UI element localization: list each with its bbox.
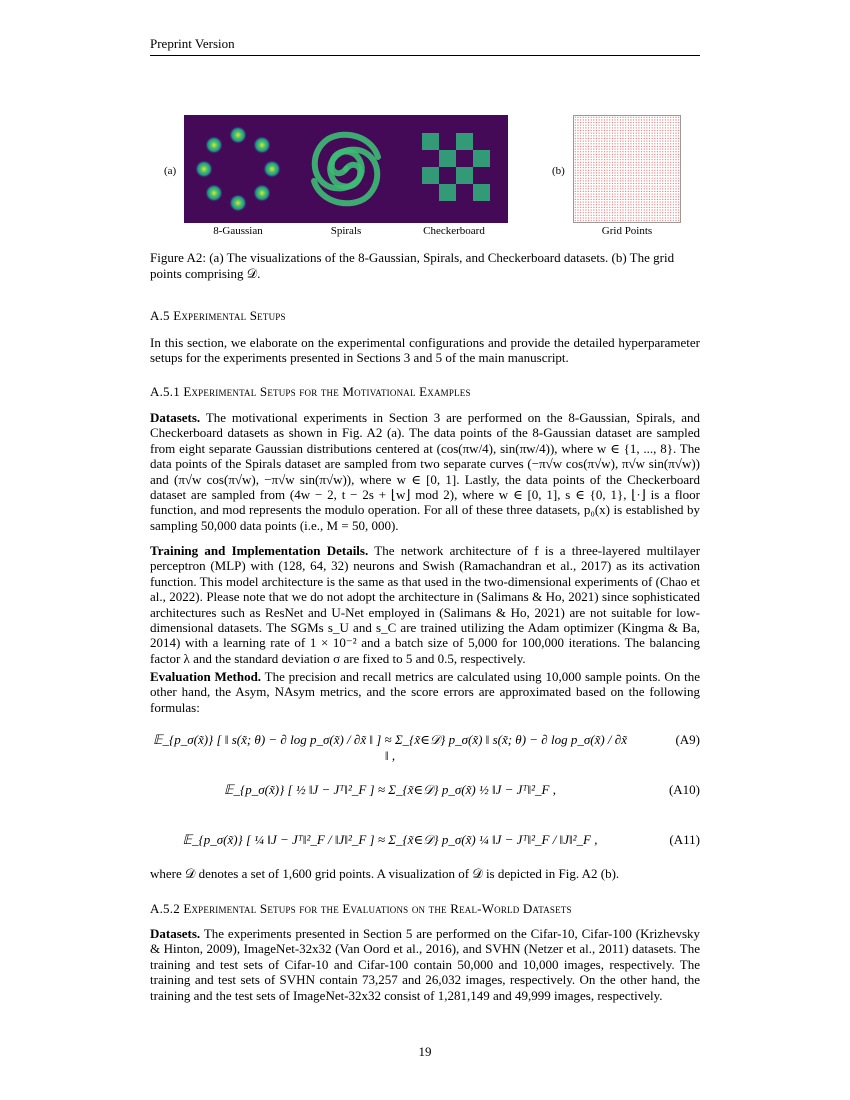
equation-a10-number: (A10) — [668, 782, 700, 797]
figure-a2 — [150, 113, 700, 241]
label-grid-points: Grid Points — [601, 225, 653, 237]
section-a51-title: A.5.1 Experimental Setups for the Motivational Examples — [150, 384, 471, 399]
equation-a9-body: 𝔼_{p_σ(x̃)} [ ‖ s(x̃; θ) − ∂ log p_σ(x̃) / ∂x̃ ‖ ] ≈ Σ_{x̃∈𝒟} p_σ(x̃) ‖ s(x̃; θ) − ∂ log p_σ(x̃) / ∂x̃ ‖ , — [153, 732, 627, 763]
training-text: The network architecture of f is a three-layered multilayer perceptron (MLP) with (128, 64, 32) neurons and Swish (Ramachandran et al., 2017) as its activation function. This model architecture is the same as that used in the two-dimensional experiments of (Chao et al., 2022). Please note that we do not adopt the architecture in (Salimans & Ho, 2021) since sophisticated architectures such as ResNet and U-Net employed in (Salimans & Ho, 2021) are not suitable for low-dimensional datasets. The SGMs s_U and s_C are trained utilizing the Adam optimizer (Kingma & Ba, 2014) with a learning rate of 1 × 10⁻² and a batch size of 5,000 for 100,000 iterations. The balancing factor λ and the standard deviation σ are fixed to 5 and 0.5, respectively. — [150, 543, 701, 666]
running-header — [150, 35, 700, 56]
eight-gaussian-plot — [184, 115, 292, 223]
panel-label-a: (a) — [164, 165, 177, 177]
training-heading: Training and Implementation Details. — [150, 543, 369, 558]
datasets-text: The motivational experiments in Section 3 are performed on the 8-Gaussian, Spirals, and Checkerboard datasets as shown in Fig. A2 (a). The data points of the 8-Gaussian dataset are sampled from eight separate Gaussian distributions centered at (cos(πw/4), sin(πw/4)), where w ∈ {1, ..., 8}. The data points of the Spirals dataset are sampled from two separate curves (−π√w cos(π√w), π√w sin(π√w)) and (π√w cos(π√w), −π√w sin(π√w)), where w ∈ [0, 1]. Lastly, the data points of the Checkerboard dataset are sampled from (4w − 2, t − 2s + ⌊w⌋ mod 2), where w ∈ [0, 1], s ∈ {0, 1}, ⌊·⌋ is a floor function, and mod represents the modulo operation. For all of these three datasets, p₀(x) is established by sampling 50,000 data points (i.e., M = 50, 000). — [150, 410, 701, 533]
equation-a10 — [150, 772, 700, 812]
training-paragraph — [150, 543, 700, 666]
checkerboard-plot — [400, 115, 508, 223]
equation-a11-body: 𝔼_{p_σ(x̃)} [ ¼ ‖J − Jᵀ‖²_F / ‖J‖²_F ] ≈ Σ_{x̃∈𝒟} p_σ(x̃) ¼ ‖J − Jᵀ‖²_F / ‖J‖²_F , — [182, 832, 598, 847]
after-equations-text: where 𝒟 denotes a set of 1,600 grid points. A visualization of 𝒟 is depicted in Fig. A2 (b). — [150, 866, 620, 881]
datasets2-paragraph — [150, 926, 700, 1003]
label-checkerboard: Checkerboard — [423, 225, 485, 237]
panel-label-b: (b) — [552, 165, 565, 177]
equation-a11-number: (A11) — [669, 832, 700, 847]
datasets-paragraph — [150, 410, 700, 533]
evaluation-paragraph — [150, 669, 700, 715]
running-title: Preprint Version — [150, 36, 235, 51]
datasets-heading: Datasets. — [150, 410, 201, 425]
section-a5-title: A.5 Experimental Setups — [150, 308, 286, 323]
page-number: 19 — [418, 1044, 432, 1059]
evaluation-text: The precision and recall metrics are calculated using 10,000 sample points. On the other hand, the Asym, NAsym metrics, and the score errors are approximated based on the following formulas: — [150, 669, 700, 715]
equation-a11 — [150, 822, 700, 862]
section-a5-intro: In this section, we elaborate on the experimental configurations and provide the detailed hyperparameter setups for the experiments presented in Sections 3 and 5 of the main manuscript. — [150, 335, 700, 366]
equation-a10-body: 𝔼_{p_σ(x̃)} [ ½ ‖J − Jᵀ‖²_F ] ≈ Σ_{x̃∈𝒟} p_σ(x̃) ½ ‖J − Jᵀ‖²_F , — [224, 782, 556, 797]
datasets2-heading: Datasets. — [150, 926, 201, 941]
figure-caption: Figure A2: (a) The visualizations of the 8-Gaussian, Spirals, and Checkerboard datasets. (b) The grid points comprising 𝒟. — [150, 250, 675, 281]
grid-points-plot — [573, 115, 681, 223]
label-spirals: Spirals — [330, 225, 362, 237]
section-a52-title: A.5.2 Experimental Setups for the Evaluations on the Real-World Datasets — [150, 901, 572, 916]
equation-a9-number: (A9) — [675, 732, 700, 747]
datasets2-text: The experiments presented in Section 5 are performed on the Cifar-10, Cifar-100 (Krizhevsky & Hinton, 2009), ImageNet-32x32 (Van Oord et al., 2016), and SVHN (Netzer et al., 2011) datasets. The training and test sets of Cifar-10 and Cifar-100 contain 50,000 and 10,000 images, respectively. The training and test sets of SVHN contain 73,257 and 26,032 images, respectively. On the other hand, the training and the test sets of ImageNet-32x32 consist of 1,281,149 and 49,999 images, respectively. — [150, 926, 701, 1003]
equation-a9 — [150, 722, 700, 762]
label-8-gaussian: 8-Gaussian — [213, 225, 263, 237]
spirals-plot — [292, 115, 400, 223]
evaluation-heading: Evaluation Method. — [150, 669, 262, 684]
